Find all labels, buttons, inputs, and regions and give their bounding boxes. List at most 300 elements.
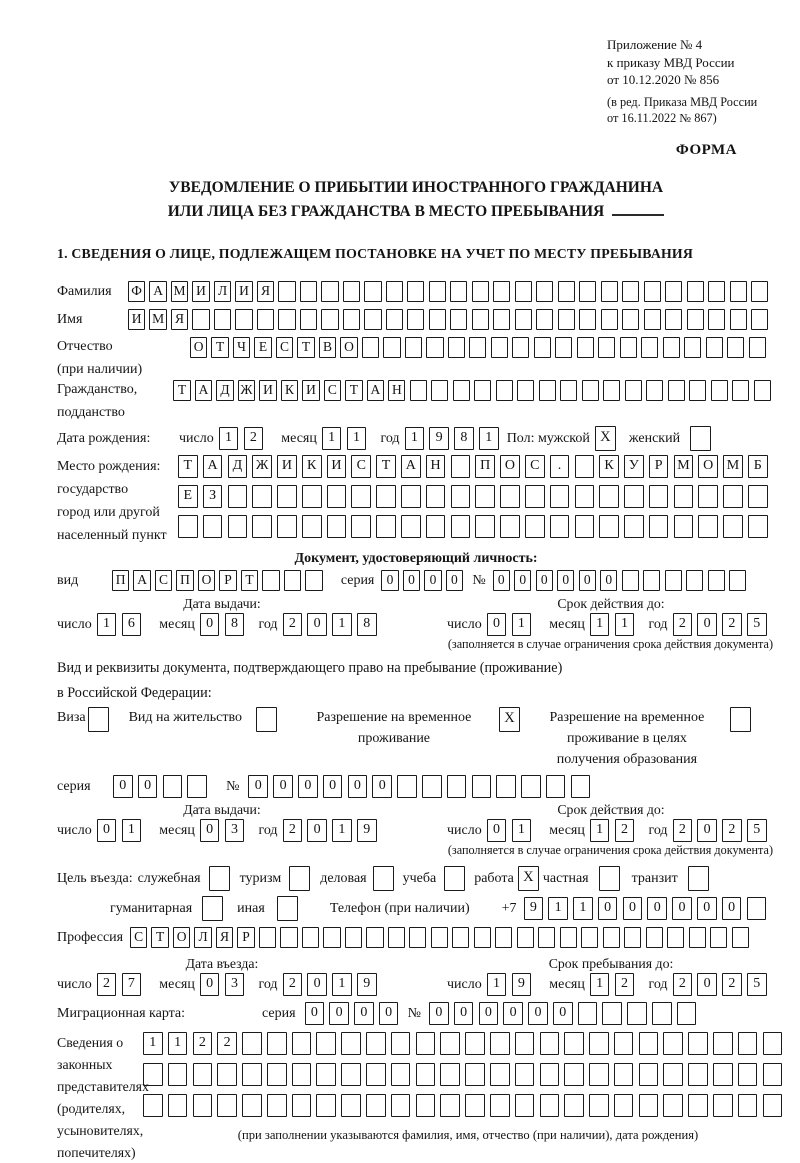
permit-number-field-cell[interactable] [496,775,516,798]
doc-number-field-cell[interactable] [622,570,639,591]
birthplace-field-row1-cell[interactable]: К [599,455,619,478]
birthplace-field-row2-cell[interactable] [302,485,322,508]
representatives-field-row3-cell[interactable] [465,1094,485,1117]
representatives-field-row1-cell[interactable] [416,1032,436,1055]
permit-valid-year-field-cell[interactable]: 0 [697,819,717,842]
representatives-field-row2-cell[interactable] [292,1063,312,1086]
birth-year-field-cell[interactable]: 1 [479,427,499,450]
birthplace-field-row1-cell[interactable]: Т [178,455,198,478]
doc-number-field-cell[interactable] [686,570,703,591]
patronymic-field-cell[interactable] [641,337,658,358]
temp-permit-checkbox[interactable]: X [499,707,520,732]
migration-number-field-cell[interactable]: 0 [503,1002,523,1025]
migration-series-field-cell[interactable]: 0 [379,1002,399,1025]
representatives-field-row3-cell[interactable] [564,1094,584,1117]
name-field-cell[interactable] [407,309,424,330]
permit-number-field-cell[interactable]: 0 [372,775,392,798]
doc-issue-day-field-cell[interactable]: 6 [122,613,142,636]
permit-issue-month-field-cell[interactable]: 3 [225,819,245,842]
patronymic-field-cell[interactable] [448,337,465,358]
representatives-field-row2-cell[interactable] [688,1063,708,1086]
citizenship-field-cell[interactable]: Ж [238,380,255,401]
stay-day-field-cell[interactable]: 1 [487,973,507,996]
representatives-field-row2-cell[interactable] [738,1063,758,1086]
birthplace-field-row2-cell[interactable]: Е [178,485,198,508]
doc-valid-year-field-cell[interactable]: 2 [673,613,693,636]
surname-field-cell[interactable]: М [171,281,188,302]
birthplace-field-row3-cell[interactable] [698,515,718,538]
birthplace-field-row1-cell[interactable] [451,455,471,478]
stay-day-field-cell[interactable]: 9 [512,973,532,996]
name-field-cell[interactable] [343,309,360,330]
representatives-field-row3-cell[interactable] [193,1094,213,1117]
representatives-field-row3-cell[interactable] [143,1094,163,1117]
representatives-field-row1-cell[interactable] [465,1032,485,1055]
representatives-field-row3-cell[interactable] [639,1094,659,1117]
name-field-cell[interactable] [708,309,725,330]
name-field-cell[interactable] [214,309,231,330]
permit-series-field-cell[interactable] [187,775,207,798]
representatives-field-row1-cell[interactable]: 2 [193,1032,213,1055]
purpose-other-checkbox[interactable] [277,896,298,921]
representatives-field-row2-cell[interactable] [490,1063,510,1086]
profession-field-cell[interactable] [259,927,276,948]
birthplace-field-row3-cell[interactable] [599,515,619,538]
citizenship-field-cell[interactable]: И [259,380,276,401]
representatives-field-row1-cell[interactable] [663,1032,683,1055]
surname-field-cell[interactable]: И [235,281,252,302]
patronymic-field-cell[interactable] [534,337,551,358]
doc-kind-field-cell[interactable]: Р [219,570,236,591]
sex-male-checkbox[interactable]: X [595,426,616,451]
citizenship-field-cell[interactable]: Д [216,380,233,401]
representatives-field-row1-cell[interactable] [589,1032,609,1055]
name-field-cell[interactable] [429,309,446,330]
stay-year-field-cell[interactable]: 2 [673,973,693,996]
stay-month-field-cell[interactable]: 2 [615,973,635,996]
permit-number-field-cell[interactable] [521,775,541,798]
phone-field-cell[interactable]: 0 [722,897,742,920]
birthplace-field-row2-cell[interactable] [649,485,669,508]
doc-series-field-cell[interactable]: 0 [403,570,420,591]
representatives-field-row2-cell[interactable] [564,1063,584,1086]
doc-valid-day-field-cell[interactable]: 1 [512,613,532,636]
surname-field-cell[interactable] [343,281,360,302]
birthplace-field-row2-cell[interactable] [426,485,446,508]
citizenship-field-cell[interactable] [474,380,491,401]
purpose-transit-checkbox[interactable] [688,866,709,891]
citizenship-field-cell[interactable] [646,380,663,401]
citizenship-field-cell[interactable] [689,380,706,401]
permit-number-field-cell[interactable]: 0 [248,775,268,798]
birthplace-field-row2-cell[interactable] [575,485,595,508]
birthplace-field-row2-cell[interactable] [624,485,644,508]
representatives-field-row1-cell[interactable] [738,1032,758,1055]
permit-number-field-cell[interactable] [472,775,492,798]
birthplace-field-row1-cell[interactable]: . [550,455,570,478]
permit-number-field-cell[interactable] [447,775,467,798]
representatives-field-row2-cell[interactable] [168,1063,188,1086]
visa-checkbox[interactable] [88,707,109,732]
migration-number-field-cell[interactable] [578,1002,598,1025]
permit-valid-year-field-cell[interactable]: 5 [747,819,767,842]
name-field-cell[interactable] [515,309,532,330]
profession-field-cell[interactable] [474,927,491,948]
birth-year-field-cell[interactable]: 1 [405,427,425,450]
birthplace-field-row1-cell[interactable]: С [351,455,371,478]
birthplace-field-row3-cell[interactable] [475,515,495,538]
profession-field-cell[interactable]: Л [194,927,211,948]
doc-kind-field-cell[interactable] [305,570,322,591]
representatives-field-row2-cell[interactable] [193,1063,213,1086]
doc-kind-field-cell[interactable]: А [133,570,150,591]
profession-field-cell[interactable] [388,927,405,948]
profession-field-cell[interactable]: С [130,927,147,948]
birthplace-field-row1-cell[interactable]: П [475,455,495,478]
citizenship-field-cell[interactable] [711,380,728,401]
profession-field-cell[interactable]: О [173,927,190,948]
profession-field-cell[interactable] [603,927,620,948]
birth-month-field-cell[interactable]: 1 [322,427,342,450]
representatives-field-row3-cell[interactable] [416,1094,436,1117]
representatives-field-row3-cell[interactable] [292,1094,312,1117]
birthplace-field-row2-cell[interactable] [674,485,694,508]
birthplace-field-row2-cell[interactable] [277,485,297,508]
citizenship-field-cell[interactable] [625,380,642,401]
birthplace-field-row3-cell[interactable] [674,515,694,538]
name-field-cell[interactable] [450,309,467,330]
surname-field-cell[interactable] [493,281,510,302]
doc-kind-field-cell[interactable]: С [155,570,172,591]
representatives-field-row1-cell[interactable] [564,1032,584,1055]
doc-number-field-cell[interactable] [665,570,682,591]
birth-month-field-cell[interactable]: 1 [347,427,367,450]
doc-number-field-cell[interactable]: 0 [493,570,510,591]
purpose-work-checkbox[interactable]: X [518,866,539,891]
birthplace-field-row2-cell[interactable] [525,485,545,508]
birthplace-field-row1-cell[interactable]: У [624,455,644,478]
profession-field-cell[interactable] [323,927,340,948]
birth-day-field-cell[interactable]: 1 [219,427,239,450]
surname-field-cell[interactable]: А [149,281,166,302]
representatives-field-row2-cell[interactable] [639,1063,659,1086]
doc-issue-year-field-cell[interactable]: 0 [307,613,327,636]
doc-kind-field-cell[interactable] [284,570,301,591]
permit-number-field-cell[interactable] [397,775,417,798]
profession-field-cell[interactable] [517,927,534,948]
phone-field-cell[interactable] [747,897,767,920]
profession-field-cell[interactable] [431,927,448,948]
name-field-cell[interactable] [300,309,317,330]
birthplace-field-row1-cell[interactable]: О [698,455,718,478]
profession-field-cell[interactable] [667,927,684,948]
surname-field-cell[interactable]: Я [257,281,274,302]
permit-issue-month-field-cell[interactable]: 0 [200,819,220,842]
doc-number-field-cell[interactable]: 0 [536,570,553,591]
citizenship-field-cell[interactable]: А [367,380,384,401]
representatives-field-row2-cell[interactable] [515,1063,535,1086]
surname-field-cell[interactable] [278,281,295,302]
permit-number-field-cell[interactable] [422,775,442,798]
surname-field-cell[interactable] [730,281,747,302]
surname-field-cell[interactable] [536,281,553,302]
name-field-cell[interactable] [472,309,489,330]
representatives-field-row1-cell[interactable] [440,1032,460,1055]
doc-kind-field-cell[interactable]: П [112,570,129,591]
representatives-field-row1-cell[interactable] [713,1032,733,1055]
surname-field-cell[interactable] [708,281,725,302]
purpose-business-checkbox[interactable] [373,866,394,891]
permit-issue-day-field-cell[interactable]: 0 [97,819,117,842]
birthplace-field-row2-cell[interactable] [698,485,718,508]
doc-number-field-cell[interactable] [643,570,660,591]
birthplace-field-row2-cell[interactable] [252,485,272,508]
citizenship-field-cell[interactable]: И [302,380,319,401]
patronymic-field-cell[interactable] [749,337,766,358]
representatives-field-row3-cell[interactable] [515,1094,535,1117]
patronymic-field-cell[interactable] [469,337,486,358]
surname-field-cell[interactable] [429,281,446,302]
representatives-field-row3-cell[interactable] [540,1094,560,1117]
representatives-field-row2-cell[interactable] [416,1063,436,1086]
migration-number-field-cell[interactable]: 0 [429,1002,449,1025]
profession-field-cell[interactable]: Р [237,927,254,948]
patronymic-field-cell[interactable] [620,337,637,358]
representatives-field-row3-cell[interactable] [763,1094,783,1117]
permit-number-field-cell[interactable]: 0 [273,775,293,798]
citizenship-field-cell[interactable] [603,380,620,401]
birthplace-field-row3-cell[interactable] [228,515,248,538]
representatives-field-row2-cell[interactable] [663,1063,683,1086]
birthplace-field-row2-cell[interactable] [351,485,371,508]
migration-series-field-cell[interactable]: 0 [329,1002,349,1025]
migration-number-field-cell[interactable]: 0 [553,1002,573,1025]
doc-series-field-cell[interactable]: 0 [381,570,398,591]
surname-field-cell[interactable] [515,281,532,302]
doc-issue-year-field-cell[interactable]: 1 [332,613,352,636]
birthplace-field-row3-cell[interactable] [376,515,396,538]
name-field-cell[interactable]: И [128,309,145,330]
citizenship-field-cell[interactable] [539,380,556,401]
entry-year-field-cell[interactable]: 1 [332,973,352,996]
representatives-field-row3-cell[interactable] [168,1094,188,1117]
representatives-field-row2-cell[interactable] [242,1063,262,1086]
citizenship-field-cell[interactable]: Т [173,380,190,401]
representatives-field-row2-cell[interactable] [391,1063,411,1086]
patronymic-field-cell[interactable] [426,337,443,358]
representatives-field-row3-cell[interactable] [614,1094,634,1117]
profession-field-cell[interactable] [624,927,641,948]
phone-field-cell[interactable]: 0 [697,897,717,920]
citizenship-field-cell[interactable]: А [195,380,212,401]
name-field-cell[interactable] [493,309,510,330]
permit-issue-year-field-cell[interactable]: 2 [283,819,303,842]
sex-female-checkbox[interactable] [690,426,711,451]
doc-issue-year-field-cell[interactable]: 8 [357,613,377,636]
patronymic-field-cell[interactable] [706,337,723,358]
representatives-field-row2-cell[interactable] [540,1063,560,1086]
representatives-field-row3-cell[interactable] [688,1094,708,1117]
surname-field-cell[interactable]: Ф [128,281,145,302]
permit-number-field-cell[interactable] [546,775,566,798]
permit-series-field-cell[interactable]: 0 [138,775,158,798]
doc-number-field-cell[interactable] [708,570,725,591]
representatives-field-row2-cell[interactable] [143,1063,163,1086]
surname-field-cell[interactable] [558,281,575,302]
representatives-field-row1-cell[interactable] [540,1032,560,1055]
birthplace-field-row1-cell[interactable]: Б [748,455,768,478]
citizenship-field-cell[interactable] [560,380,577,401]
name-field-cell[interactable] [558,309,575,330]
name-field-cell[interactable] [536,309,553,330]
representatives-field-row2-cell[interactable] [341,1063,361,1086]
representatives-field-row1-cell[interactable] [490,1032,510,1055]
representatives-field-row3-cell[interactable] [738,1094,758,1117]
representatives-field-row2-cell[interactable] [465,1063,485,1086]
surname-field-cell[interactable] [407,281,424,302]
phone-field-cell[interactable]: 0 [647,897,667,920]
name-field-cell[interactable] [601,309,618,330]
purpose-humanitarian-checkbox[interactable] [202,896,223,921]
birthplace-field-row2-cell[interactable] [327,485,347,508]
patronymic-field-cell[interactable] [555,337,572,358]
permit-valid-month-field-cell[interactable]: 1 [590,819,610,842]
birthplace-field-row2-cell[interactable] [599,485,619,508]
surname-field-cell[interactable]: Л [214,281,231,302]
permit-series-field-cell[interactable]: 0 [113,775,133,798]
citizenship-field-cell[interactable] [668,380,685,401]
permit-number-field-cell[interactable]: 0 [348,775,368,798]
surname-field-cell[interactable] [622,281,639,302]
purpose-official-checkbox[interactable] [209,866,230,891]
birthplace-field-row1-cell[interactable] [575,455,595,478]
doc-issue-month-field-cell[interactable]: 8 [225,613,245,636]
birthplace-field-row2-cell[interactable] [228,485,248,508]
birthplace-field-row1-cell[interactable]: И [327,455,347,478]
profession-field-cell[interactable]: Т [151,927,168,948]
birthplace-field-row3-cell[interactable] [351,515,371,538]
representatives-field-row1-cell[interactable]: 1 [168,1032,188,1055]
phone-field-cell[interactable]: 0 [672,897,692,920]
birthplace-field-row3-cell[interactable] [401,515,421,538]
representatives-field-row3-cell[interactable] [663,1094,683,1117]
citizenship-field-cell[interactable]: Н [388,380,405,401]
citizenship-field-cell[interactable]: С [324,380,341,401]
patronymic-field-cell[interactable] [405,337,422,358]
birthplace-field-row3-cell[interactable] [203,515,223,538]
birthplace-field-row1-cell[interactable]: К [302,455,322,478]
birthplace-field-row2-cell[interactable] [376,485,396,508]
citizenship-field-cell[interactable] [496,380,513,401]
representatives-field-row3-cell[interactable] [316,1094,336,1117]
citizenship-field-cell[interactable] [732,380,749,401]
migration-series-field-cell[interactable]: 0 [305,1002,325,1025]
entry-day-field-cell[interactable]: 7 [122,973,142,996]
profession-field-cell[interactable] [646,927,663,948]
birthplace-field-row1-cell[interactable]: О [500,455,520,478]
birthplace-field-row1-cell[interactable]: Д [228,455,248,478]
birthplace-field-row1-cell[interactable]: М [723,455,743,478]
birthplace-field-row2-cell[interactable] [748,485,768,508]
citizenship-field-cell[interactable] [754,380,771,401]
representatives-field-row3-cell[interactable] [589,1094,609,1117]
stay-year-field-cell[interactable]: 2 [722,973,742,996]
doc-number-field-cell[interactable]: 0 [557,570,574,591]
profession-field-cell[interactable] [581,927,598,948]
stay-year-field-cell[interactable]: 0 [697,973,717,996]
place-blank-underline[interactable] [612,200,664,216]
representatives-field-row1-cell[interactable]: 2 [217,1032,237,1055]
doc-valid-day-field-cell[interactable]: 0 [487,613,507,636]
representatives-field-row2-cell[interactable] [589,1063,609,1086]
citizenship-field-cell[interactable] [410,380,427,401]
patronymic-field-cell[interactable] [362,337,379,358]
patronymic-field-cell[interactable] [684,337,701,358]
surname-field-cell[interactable] [579,281,596,302]
surname-field-cell[interactable] [644,281,661,302]
purpose-private-checkbox[interactable] [599,866,620,891]
surname-field-cell[interactable]: И [192,281,209,302]
permit-issue-year-field-cell[interactable]: 0 [307,819,327,842]
citizenship-field-cell[interactable] [431,380,448,401]
representatives-field-row2-cell[interactable] [267,1063,287,1086]
migration-series-field-cell[interactable]: 0 [354,1002,374,1025]
patronymic-field-cell[interactable]: В [319,337,336,358]
migration-number-field-cell[interactable] [602,1002,622,1025]
migration-number-field-cell[interactable] [677,1002,697,1025]
doc-issue-day-field-cell[interactable]: 1 [97,613,117,636]
name-field-cell[interactable] [644,309,661,330]
representatives-field-row3-cell[interactable] [366,1094,386,1117]
purpose-study-checkbox[interactable] [444,866,465,891]
surname-field-cell[interactable] [687,281,704,302]
birthplace-field-row2-cell[interactable] [401,485,421,508]
surname-field-cell[interactable] [601,281,618,302]
birthplace-field-row3-cell[interactable] [302,515,322,538]
migration-number-field-cell[interactable]: 0 [454,1002,474,1025]
representatives-field-row1-cell[interactable] [366,1032,386,1055]
migration-number-field-cell[interactable]: 0 [479,1002,499,1025]
citizenship-field-cell[interactable] [582,380,599,401]
permit-number-field-cell[interactable]: 0 [323,775,343,798]
representatives-field-row1-cell[interactable] [267,1032,287,1055]
birthplace-field-row2-cell[interactable] [451,485,471,508]
profession-field-cell[interactable] [409,927,426,948]
doc-valid-month-field-cell[interactable]: 1 [590,613,610,636]
patronymic-field-cell[interactable] [383,337,400,358]
permit-issue-year-field-cell[interactable]: 1 [332,819,352,842]
birthplace-field-row3-cell[interactable] [748,515,768,538]
birthplace-field-row3-cell[interactable] [624,515,644,538]
representatives-field-row1-cell[interactable] [316,1032,336,1055]
name-field-cell[interactable] [386,309,403,330]
doc-number-field-cell[interactable] [729,570,746,591]
doc-number-field-cell[interactable]: 0 [600,570,617,591]
patronymic-field-cell[interactable]: Е [254,337,271,358]
name-field-cell[interactable] [687,309,704,330]
representatives-field-row2-cell[interactable] [614,1063,634,1086]
name-field-cell[interactable] [192,309,209,330]
birthplace-field-row3-cell[interactable] [178,515,198,538]
doc-kind-field-cell[interactable]: П [176,570,193,591]
name-field-cell[interactable] [278,309,295,330]
stay-year-field-cell[interactable]: 5 [747,973,767,996]
birthplace-field-row3-cell[interactable] [649,515,669,538]
birthplace-field-row2-cell[interactable] [500,485,520,508]
profession-field-cell[interactable] [345,927,362,948]
doc-issue-month-field-cell[interactable]: 0 [200,613,220,636]
migration-number-field-cell[interactable]: 0 [528,1002,548,1025]
